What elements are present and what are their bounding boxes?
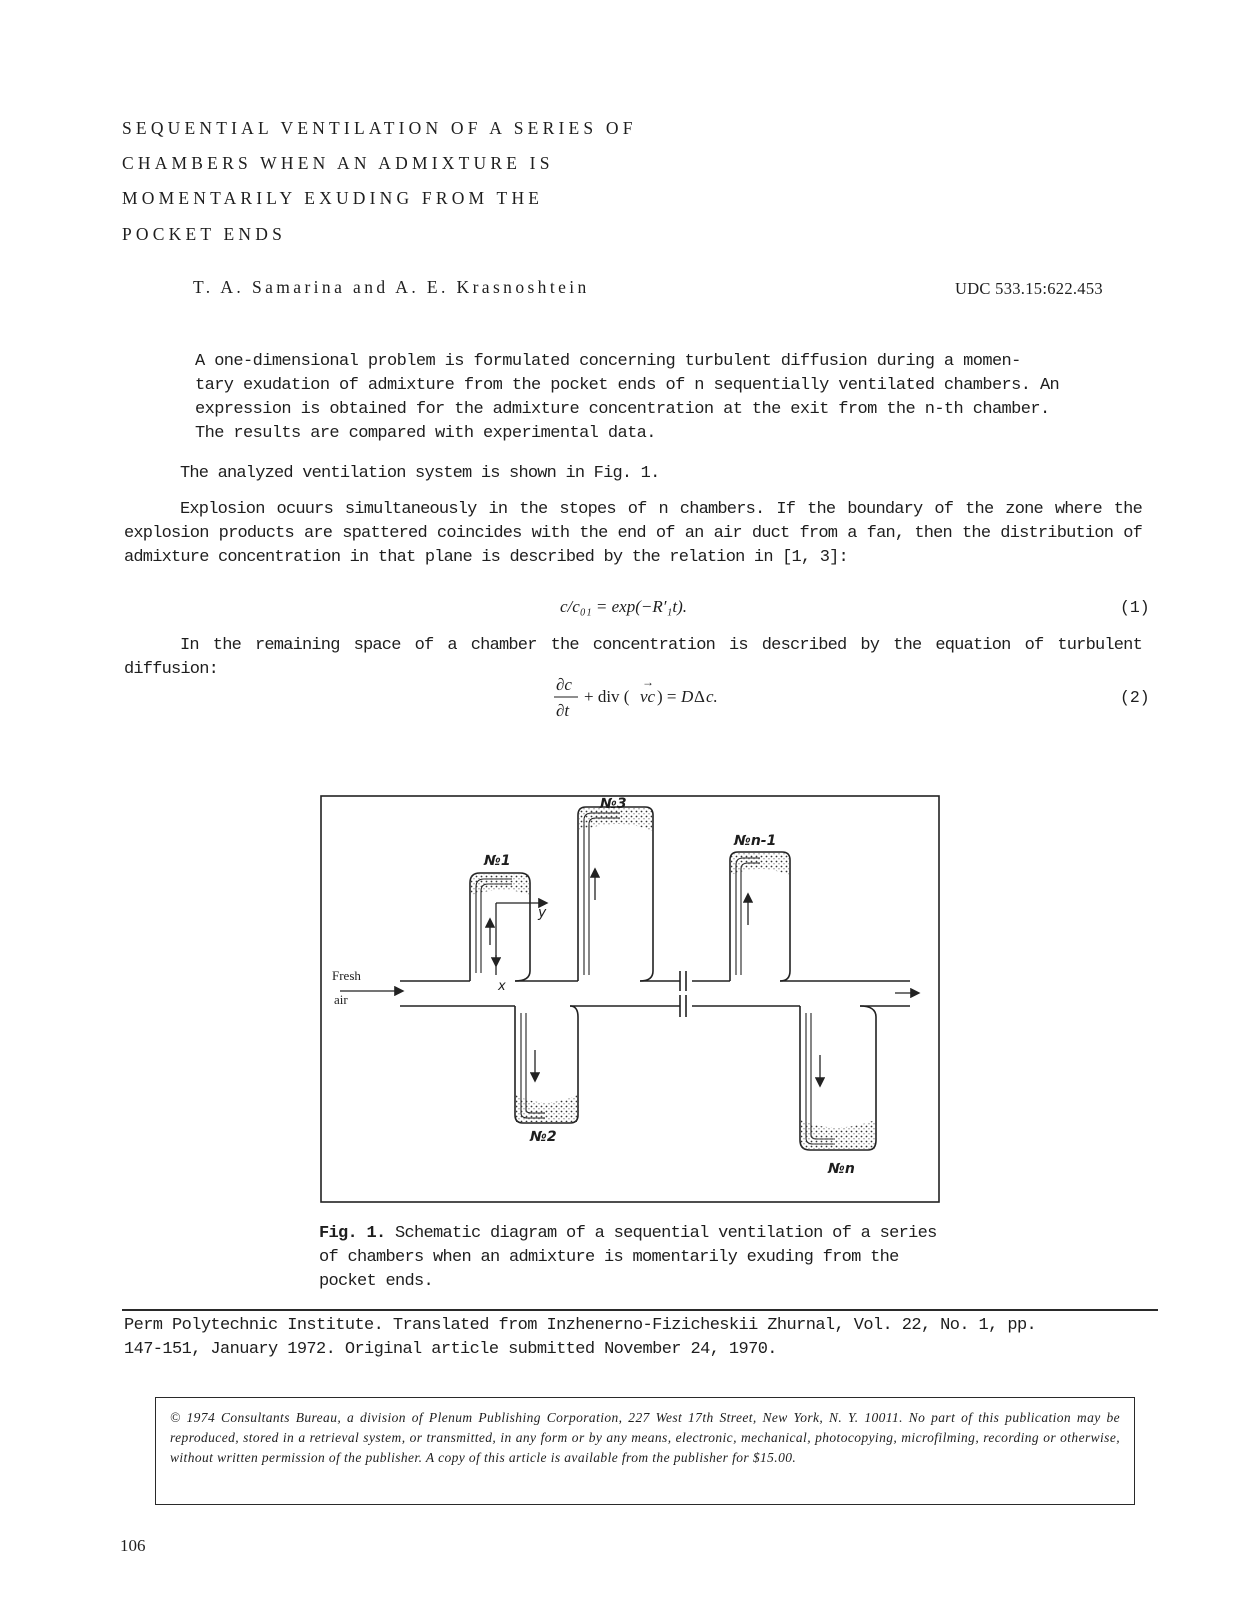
page-number: 106 xyxy=(120,1536,146,1555)
equation-2-number: (2) xyxy=(1120,688,1150,707)
svg-text:Δ: Δ xyxy=(694,687,705,706)
title-line-2: CHAMBERS WHEN AN ADMIXTURE IS xyxy=(122,153,554,173)
label-n1: №1 xyxy=(484,853,511,869)
title-line-1: SEQUENTIAL VENTILATION OF A SERIES OF xyxy=(122,118,637,138)
label-air: air xyxy=(334,992,348,1007)
label-nn: №n xyxy=(828,1161,855,1177)
figure-1-diagram xyxy=(320,795,940,1205)
abstract-line: The results are compared with experimental data. xyxy=(195,424,656,443)
abstract xyxy=(195,350,1075,446)
footnote-rule xyxy=(122,1309,1158,1311)
caption-text: Schematic diagram of a sequential ventilation of a series of chambers when an admixture is momentarily exuding from the pocket ends. xyxy=(319,1224,937,1291)
svg-text:c.: c. xyxy=(706,687,718,706)
abstract-line: A one-dimensional problem is formulated concerning turbulent diffusion during a momen- xyxy=(195,352,1021,371)
authors: T. A. Samarina and A. E. Krasnoshtein xyxy=(193,277,590,297)
equation-1: c/c₀₁ = exp(−R′₁t). xyxy=(560,597,687,616)
equation-2 xyxy=(548,670,748,722)
footnote: Perm Polytechnic Institute. Translated from Inzhenerno-Fizicheskii Zhurnal, Vol. 22, No. 1, pp. 147-151, January 1972. Original article submitted November 24, 1970. xyxy=(124,1316,1037,1359)
abstract-line: tary exudation of admixture from the pocket ends of n sequentially ventilated chambers. An xyxy=(195,376,1060,395)
paragraph-2: Explosion ocuurs simultaneously in the stopes of n chambers. If the boundary of the zone where the explosion products are spattered coincides with the end of an air duct from a fan, then the distribution of admixture concentration in that plane is described by the relation in [1, 3]: xyxy=(124,500,1142,567)
copyright-box: © 1974 Consultants Bureau, a division of Plenum Publishing Corporation, 227 West 17th Street, New York, N. Y. 10011. No part of this publication may be reproduced, stored in a retrieval system, or transmitted, in any form or by any means, electronic, mechanical, photocopying, microfilming, recording or otherwise, without written permission of the publisher. A copy of this article is available from the publisher for $15.00. xyxy=(155,1397,1135,1505)
caption-label: Fig. 1. xyxy=(319,1224,386,1243)
paragraph-3: In the remaining space of a chamber the concentration is described by the equation of turbulent diffusion: xyxy=(124,636,1142,679)
svg-text:) =: ) = xyxy=(657,687,677,706)
figure-caption xyxy=(319,1222,939,1294)
title-line-3: MOMENTARILY EXUDING FROM THE xyxy=(122,188,544,208)
equation-1-number: (1) xyxy=(1120,598,1150,617)
label-fresh: Fresh xyxy=(332,968,361,983)
label-n2: №2 xyxy=(530,1129,557,1145)
paragraph-1: The analyzed ventilation system is shown in Fig. 1. xyxy=(180,464,660,483)
label-n3: №3 xyxy=(600,796,627,812)
svg-text:∂c: ∂c xyxy=(556,675,572,694)
svg-text:D: D xyxy=(681,687,694,706)
label-x: x xyxy=(498,979,506,994)
label-y: y xyxy=(538,905,547,921)
label-n-1: №n-1 xyxy=(734,833,777,849)
title-line-4: POCKET ENDS xyxy=(122,224,287,244)
svg-text:∂t: ∂t xyxy=(556,701,570,720)
svg-text:→: → xyxy=(642,675,654,689)
svg-text:vc: vc xyxy=(640,687,656,706)
svg-text:+ div (: + div ( xyxy=(584,687,630,706)
abstract-line: expression is obtained for the admixture concentration at the exit from the n-th chamber. xyxy=(195,400,1050,419)
udc-code: UDC 533.15:622.453 xyxy=(955,279,1103,298)
